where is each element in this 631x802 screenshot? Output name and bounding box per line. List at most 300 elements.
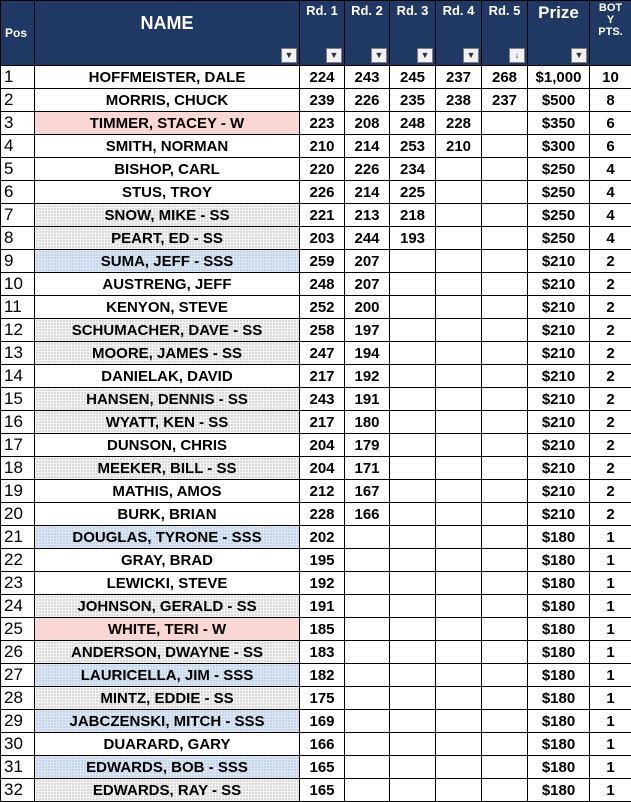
cell-rd1[interactable]: 252 bbox=[300, 296, 345, 319]
cell-rd5[interactable] bbox=[482, 250, 528, 273]
cell-rd2[interactable] bbox=[345, 641, 390, 664]
cell-pos[interactable]: 3 bbox=[1, 112, 35, 135]
cell-pos[interactable]: 9 bbox=[1, 250, 35, 273]
cell-rd2[interactable] bbox=[345, 526, 390, 549]
cell-pos[interactable]: 14 bbox=[1, 365, 35, 388]
cell-pos[interactable]: 13 bbox=[1, 342, 35, 365]
cell-rd2[interactable]: 180 bbox=[345, 411, 390, 434]
cell-prize[interactable]: $180 bbox=[528, 572, 590, 595]
filter-dropdown-icon[interactable]: ▼ bbox=[281, 48, 297, 63]
cell-rd4[interactable] bbox=[436, 319, 482, 342]
cell-rd4[interactable] bbox=[436, 641, 482, 664]
cell-rd4[interactable] bbox=[436, 503, 482, 526]
cell-pos[interactable]: 4 bbox=[1, 135, 35, 158]
cell-rd3[interactable]: 253 bbox=[390, 135, 436, 158]
cell-boty-pts[interactable]: 2 bbox=[590, 434, 631, 457]
cell-rd2[interactable]: 207 bbox=[345, 250, 390, 273]
cell-rd2[interactable]: 166 bbox=[345, 503, 390, 526]
cell-prize[interactable]: $210 bbox=[528, 434, 590, 457]
cell-rd5[interactable] bbox=[482, 135, 528, 158]
cell-boty-pts[interactable]: 1 bbox=[590, 526, 631, 549]
cell-rd4[interactable] bbox=[436, 227, 482, 250]
header-rd2[interactable] bbox=[345, 1, 390, 66]
cell-name[interactable]: MORRIS, CHUCK bbox=[35, 89, 300, 112]
cell-prize[interactable]: $180 bbox=[528, 733, 590, 756]
cell-name[interactable]: DANIELAK, DAVID bbox=[35, 365, 300, 388]
cell-boty-pts[interactable]: 6 bbox=[590, 112, 631, 135]
cell-name[interactable]: SNOW, MIKE - SS bbox=[35, 204, 300, 227]
cell-boty-pts[interactable]: 2 bbox=[590, 250, 631, 273]
cell-prize[interactable]: $210 bbox=[528, 365, 590, 388]
cell-rd3[interactable] bbox=[390, 434, 436, 457]
cell-rd3[interactable] bbox=[390, 779, 436, 802]
cell-name[interactable]: WHITE, TERI - W bbox=[35, 618, 300, 641]
cell-rd3[interactable] bbox=[390, 733, 436, 756]
cell-rd3[interactable]: 245 bbox=[390, 66, 436, 89]
cell-rd3[interactable]: 234 bbox=[390, 158, 436, 181]
cell-rd1[interactable]: 195 bbox=[300, 549, 345, 572]
cell-name[interactable]: MATHIS, AMOS bbox=[35, 480, 300, 503]
cell-rd3[interactable] bbox=[390, 618, 436, 641]
cell-rd5[interactable] bbox=[482, 664, 528, 687]
cell-rd3[interactable] bbox=[390, 457, 436, 480]
cell-boty-pts[interactable]: 2 bbox=[590, 388, 631, 411]
cell-rd2[interactable]: 214 bbox=[345, 135, 390, 158]
cell-rd5[interactable] bbox=[482, 342, 528, 365]
cell-rd2[interactable]: 226 bbox=[345, 158, 390, 181]
cell-pos[interactable]: 23 bbox=[1, 572, 35, 595]
cell-rd3[interactable] bbox=[390, 710, 436, 733]
cell-rd3[interactable] bbox=[390, 503, 436, 526]
cell-prize[interactable]: $210 bbox=[528, 388, 590, 411]
cell-rd2[interactable]: 226 bbox=[345, 89, 390, 112]
cell-rd3[interactable] bbox=[390, 319, 436, 342]
cell-name[interactable]: SCHUMACHER, DAVE - SS bbox=[35, 319, 300, 342]
cell-rd3[interactable] bbox=[390, 572, 436, 595]
cell-rd5[interactable] bbox=[482, 595, 528, 618]
cell-pos[interactable]: 12 bbox=[1, 319, 35, 342]
cell-name[interactable]: ANDERSON, DWAYNE - SS bbox=[35, 641, 300, 664]
cell-rd5[interactable] bbox=[482, 411, 528, 434]
cell-rd5[interactable] bbox=[482, 273, 528, 296]
cell-rd5[interactable] bbox=[482, 365, 528, 388]
cell-boty-pts[interactable]: 1 bbox=[590, 549, 631, 572]
cell-rd5[interactable] bbox=[482, 181, 528, 204]
cell-name[interactable]: GRAY, BRAD bbox=[35, 549, 300, 572]
cell-rd4[interactable] bbox=[436, 687, 482, 710]
cell-rd3[interactable] bbox=[390, 480, 436, 503]
cell-rd2[interactable]: 192 bbox=[345, 365, 390, 388]
cell-rd4[interactable] bbox=[436, 526, 482, 549]
cell-rd1[interactable]: 204 bbox=[300, 434, 345, 457]
filter-sort-icon[interactable]: ↓ bbox=[509, 48, 525, 63]
cell-name[interactable]: WYATT, KEN - SS bbox=[35, 411, 300, 434]
cell-rd1[interactable]: 221 bbox=[300, 204, 345, 227]
cell-rd1[interactable]: 192 bbox=[300, 572, 345, 595]
cell-name[interactable]: DOUGLAS, TYRONE - SSS bbox=[35, 526, 300, 549]
cell-rd4[interactable] bbox=[436, 480, 482, 503]
cell-rd5[interactable]: 268 bbox=[482, 66, 528, 89]
cell-rd5[interactable] bbox=[482, 480, 528, 503]
cell-rd3[interactable]: 235 bbox=[390, 89, 436, 112]
cell-rd3[interactable] bbox=[390, 365, 436, 388]
cell-boty-pts[interactable]: 4 bbox=[590, 227, 631, 250]
cell-boty-pts[interactable]: 2 bbox=[590, 342, 631, 365]
cell-prize[interactable]: $180 bbox=[528, 526, 590, 549]
cell-rd2[interactable]: 179 bbox=[345, 434, 390, 457]
cell-prize[interactable]: $180 bbox=[528, 779, 590, 802]
cell-rd4[interactable]: 228 bbox=[436, 112, 482, 135]
cell-pos[interactable]: 5 bbox=[1, 158, 35, 181]
cell-rd1[interactable]: 243 bbox=[300, 388, 345, 411]
cell-name[interactable]: BURK, BRIAN bbox=[35, 503, 300, 526]
cell-rd1[interactable]: 248 bbox=[300, 273, 345, 296]
cell-rd4[interactable] bbox=[436, 549, 482, 572]
header-rd1[interactable] bbox=[300, 1, 345, 66]
cell-boty-pts[interactable]: 10 bbox=[590, 66, 631, 89]
cell-rd4[interactable] bbox=[436, 365, 482, 388]
cell-pos[interactable]: 6 bbox=[1, 181, 35, 204]
cell-boty-pts[interactable]: 1 bbox=[590, 779, 631, 802]
cell-rd5[interactable] bbox=[482, 296, 528, 319]
cell-rd1[interactable]: 203 bbox=[300, 227, 345, 250]
cell-boty-pts[interactable]: 6 bbox=[590, 135, 631, 158]
filter-dropdown-icon[interactable]: ▼ bbox=[463, 48, 479, 63]
cell-rd4[interactable] bbox=[436, 710, 482, 733]
cell-rd2[interactable] bbox=[345, 549, 390, 572]
cell-rd4[interactable] bbox=[436, 204, 482, 227]
cell-rd3[interactable] bbox=[390, 687, 436, 710]
cell-rd1[interactable]: 185 bbox=[300, 618, 345, 641]
cell-prize[interactable]: $250 bbox=[528, 227, 590, 250]
cell-rd4[interactable] bbox=[436, 733, 482, 756]
cell-prize[interactable]: $500 bbox=[528, 89, 590, 112]
cell-rd2[interactable] bbox=[345, 687, 390, 710]
cell-prize[interactable]: $350 bbox=[528, 112, 590, 135]
cell-rd5[interactable] bbox=[482, 388, 528, 411]
cell-boty-pts[interactable]: 2 bbox=[590, 273, 631, 296]
header-rd4[interactable] bbox=[436, 1, 482, 66]
cell-rd2[interactable] bbox=[345, 710, 390, 733]
cell-boty-pts[interactable]: 1 bbox=[590, 572, 631, 595]
cell-boty-pts[interactable]: 1 bbox=[590, 595, 631, 618]
cell-boty-pts[interactable]: 2 bbox=[590, 411, 631, 434]
cell-rd5[interactable] bbox=[482, 687, 528, 710]
cell-prize[interactable]: $210 bbox=[528, 273, 590, 296]
cell-boty-pts[interactable]: 2 bbox=[590, 480, 631, 503]
header-rd5[interactable] bbox=[482, 1, 528, 66]
cell-name[interactable]: STUS, TROY bbox=[35, 181, 300, 204]
cell-rd2[interactable]: 213 bbox=[345, 204, 390, 227]
cell-rd4[interactable] bbox=[436, 250, 482, 273]
filter-dropdown-icon[interactable]: ▼ bbox=[371, 48, 387, 63]
cell-prize[interactable]: $250 bbox=[528, 204, 590, 227]
cell-boty-pts[interactable]: 2 bbox=[590, 503, 631, 526]
cell-rd5[interactable] bbox=[482, 204, 528, 227]
cell-rd5[interactable] bbox=[482, 710, 528, 733]
cell-boty-pts[interactable]: 2 bbox=[590, 365, 631, 388]
cell-rd2[interactable] bbox=[345, 733, 390, 756]
cell-name[interactable]: EDWARDS, BOB - SSS bbox=[35, 756, 300, 779]
cell-rd3[interactable]: 218 bbox=[390, 204, 436, 227]
cell-name[interactable]: LEWICKI, STEVE bbox=[35, 572, 300, 595]
cell-rd5[interactable] bbox=[482, 779, 528, 802]
cell-rd2[interactable]: 167 bbox=[345, 480, 390, 503]
cell-name[interactable]: LAURICELLA, JIM - SSS bbox=[35, 664, 300, 687]
cell-rd5[interactable] bbox=[482, 572, 528, 595]
cell-pos[interactable]: 25 bbox=[1, 618, 35, 641]
cell-rd4[interactable] bbox=[436, 388, 482, 411]
cell-rd4[interactable] bbox=[436, 457, 482, 480]
cell-pos[interactable]: 10 bbox=[1, 273, 35, 296]
cell-rd3[interactable] bbox=[390, 549, 436, 572]
cell-rd1[interactable]: 204 bbox=[300, 457, 345, 480]
cell-rd5[interactable] bbox=[482, 618, 528, 641]
cell-prize[interactable]: $210 bbox=[528, 411, 590, 434]
cell-rd4[interactable] bbox=[436, 342, 482, 365]
cell-boty-pts[interactable]: 1 bbox=[590, 641, 631, 664]
cell-rd3[interactable] bbox=[390, 342, 436, 365]
cell-rd5[interactable] bbox=[482, 503, 528, 526]
cell-pos[interactable]: 2 bbox=[1, 89, 35, 112]
cell-rd2[interactable] bbox=[345, 664, 390, 687]
cell-pos[interactable]: 11 bbox=[1, 296, 35, 319]
cell-rd4[interactable] bbox=[436, 411, 482, 434]
cell-rd1[interactable]: 183 bbox=[300, 641, 345, 664]
cell-boty-pts[interactable]: 1 bbox=[590, 710, 631, 733]
cell-prize[interactable]: $180 bbox=[528, 687, 590, 710]
cell-name[interactable]: HANSEN, DENNIS - SS bbox=[35, 388, 300, 411]
cell-rd1[interactable]: 165 bbox=[300, 779, 345, 802]
cell-rd3[interactable] bbox=[390, 296, 436, 319]
cell-rd1[interactable]: 166 bbox=[300, 733, 345, 756]
cell-rd2[interactable]: 197 bbox=[345, 319, 390, 342]
cell-rd4[interactable] bbox=[436, 158, 482, 181]
cell-prize[interactable]: $180 bbox=[528, 641, 590, 664]
cell-name[interactable]: DUARARD, GARY bbox=[35, 733, 300, 756]
cell-name[interactable]: BISHOP, CARL bbox=[35, 158, 300, 181]
cell-rd1[interactable]: 217 bbox=[300, 365, 345, 388]
cell-rd1[interactable]: 212 bbox=[300, 480, 345, 503]
cell-rd3[interactable] bbox=[390, 388, 436, 411]
cell-name[interactable]: DUNSON, CHRIS bbox=[35, 434, 300, 457]
cell-boty-pts[interactable]: 8 bbox=[590, 89, 631, 112]
cell-prize[interactable]: $210 bbox=[528, 503, 590, 526]
cell-rd2[interactable]: 200 bbox=[345, 296, 390, 319]
cell-rd4[interactable]: 238 bbox=[436, 89, 482, 112]
cell-prize[interactable]: $210 bbox=[528, 296, 590, 319]
cell-rd1[interactable]: 226 bbox=[300, 181, 345, 204]
cell-rd1[interactable]: 239 bbox=[300, 89, 345, 112]
cell-boty-pts[interactable]: 4 bbox=[590, 204, 631, 227]
cell-name[interactable]: JOHNSON, GERALD - SS bbox=[35, 595, 300, 618]
cell-name[interactable]: JABCZENSKI, MITCH - SSS bbox=[35, 710, 300, 733]
cell-boty-pts[interactable]: 4 bbox=[590, 158, 631, 181]
cell-pos[interactable]: 7 bbox=[1, 204, 35, 227]
header-rd3[interactable] bbox=[390, 1, 436, 66]
cell-rd5[interactable] bbox=[482, 319, 528, 342]
cell-prize[interactable]: $210 bbox=[528, 480, 590, 503]
cell-rd3[interactable] bbox=[390, 411, 436, 434]
cell-rd4[interactable] bbox=[436, 779, 482, 802]
cell-name[interactable]: SMITH, NORMAN bbox=[35, 135, 300, 158]
cell-rd5[interactable] bbox=[482, 158, 528, 181]
cell-rd1[interactable]: 247 bbox=[300, 342, 345, 365]
cell-name[interactable]: MINTZ, EDDIE - SS bbox=[35, 687, 300, 710]
cell-rd2[interactable] bbox=[345, 756, 390, 779]
cell-prize[interactable]: $250 bbox=[528, 158, 590, 181]
cell-rd2[interactable]: 191 bbox=[345, 388, 390, 411]
filter-dropdown-icon[interactable]: ▼ bbox=[417, 48, 433, 63]
cell-pos[interactable]: 20 bbox=[1, 503, 35, 526]
cell-rd2[interactable] bbox=[345, 618, 390, 641]
cell-pos[interactable]: 32 bbox=[1, 779, 35, 802]
cell-rd4[interactable] bbox=[436, 181, 482, 204]
cell-boty-pts[interactable]: 1 bbox=[590, 756, 631, 779]
cell-rd5[interactable] bbox=[482, 227, 528, 250]
cell-prize[interactable]: $180 bbox=[528, 664, 590, 687]
cell-rd4[interactable] bbox=[436, 664, 482, 687]
cell-rd3[interactable] bbox=[390, 641, 436, 664]
filter-dropdown-icon[interactable]: ▼ bbox=[571, 48, 587, 63]
cell-pos[interactable]: 19 bbox=[1, 480, 35, 503]
cell-rd2[interactable]: 194 bbox=[345, 342, 390, 365]
cell-name[interactable]: PEART, ED - SS bbox=[35, 227, 300, 250]
cell-rd2[interactable]: 207 bbox=[345, 273, 390, 296]
cell-rd2[interactable] bbox=[345, 779, 390, 802]
cell-rd1[interactable]: 259 bbox=[300, 250, 345, 273]
cell-pos[interactable]: 24 bbox=[1, 595, 35, 618]
cell-rd2[interactable]: 214 bbox=[345, 181, 390, 204]
cell-rd5[interactable] bbox=[482, 733, 528, 756]
cell-rd2[interactable]: 208 bbox=[345, 112, 390, 135]
cell-name[interactable]: KENYON, STEVE bbox=[35, 296, 300, 319]
cell-rd5[interactable] bbox=[482, 112, 528, 135]
cell-pos[interactable]: 15 bbox=[1, 388, 35, 411]
cell-prize[interactable]: $250 bbox=[528, 181, 590, 204]
cell-rd5[interactable] bbox=[482, 549, 528, 572]
cell-rd1[interactable]: 224 bbox=[300, 66, 345, 89]
cell-rd5[interactable] bbox=[482, 457, 528, 480]
filter-dropdown-icon[interactable]: ▼ bbox=[326, 48, 342, 63]
cell-rd4[interactable]: 210 bbox=[436, 135, 482, 158]
cell-pos[interactable]: 21 bbox=[1, 526, 35, 549]
cell-rd1[interactable]: 191 bbox=[300, 595, 345, 618]
cell-pos[interactable]: 31 bbox=[1, 756, 35, 779]
cell-boty-pts[interactable]: 4 bbox=[590, 181, 631, 204]
cell-boty-pts[interactable]: 2 bbox=[590, 319, 631, 342]
cell-rd1[interactable]: 202 bbox=[300, 526, 345, 549]
header-prize[interactable] bbox=[528, 1, 590, 66]
cell-prize[interactable]: $180 bbox=[528, 710, 590, 733]
cell-name[interactable]: AUSTRENG, JEFF bbox=[35, 273, 300, 296]
cell-boty-pts[interactable]: 1 bbox=[590, 618, 631, 641]
cell-rd4[interactable] bbox=[436, 618, 482, 641]
cell-rd1[interactable]: 220 bbox=[300, 158, 345, 181]
cell-rd1[interactable]: 175 bbox=[300, 687, 345, 710]
cell-rd4[interactable]: 237 bbox=[436, 66, 482, 89]
cell-pos[interactable]: 26 bbox=[1, 641, 35, 664]
cell-rd5[interactable] bbox=[482, 526, 528, 549]
cell-name[interactable]: EDWARDS, RAY - SS bbox=[35, 779, 300, 802]
cell-prize[interactable]: $210 bbox=[528, 250, 590, 273]
cell-rd4[interactable] bbox=[436, 434, 482, 457]
cell-rd1[interactable]: 228 bbox=[300, 503, 345, 526]
cell-rd2[interactable]: 244 bbox=[345, 227, 390, 250]
cell-pos[interactable]: 17 bbox=[1, 434, 35, 457]
cell-rd1[interactable]: 258 bbox=[300, 319, 345, 342]
cell-rd3[interactable] bbox=[390, 526, 436, 549]
cell-pos[interactable]: 30 bbox=[1, 733, 35, 756]
cell-rd4[interactable] bbox=[436, 572, 482, 595]
header-name[interactable] bbox=[35, 1, 300, 66]
cell-rd1[interactable]: 217 bbox=[300, 411, 345, 434]
cell-pos[interactable]: 28 bbox=[1, 687, 35, 710]
cell-rd3[interactable] bbox=[390, 250, 436, 273]
cell-rd4[interactable] bbox=[436, 273, 482, 296]
cell-rd1[interactable]: 210 bbox=[300, 135, 345, 158]
cell-pos[interactable]: 16 bbox=[1, 411, 35, 434]
cell-rd1[interactable]: 169 bbox=[300, 710, 345, 733]
cell-prize[interactable]: $210 bbox=[528, 457, 590, 480]
cell-boty-pts[interactable]: 2 bbox=[590, 457, 631, 480]
cell-rd1[interactable]: 223 bbox=[300, 112, 345, 135]
cell-boty-pts[interactable]: 1 bbox=[590, 687, 631, 710]
cell-rd2[interactable]: 171 bbox=[345, 457, 390, 480]
cell-rd1[interactable]: 182 bbox=[300, 664, 345, 687]
cell-rd3[interactable] bbox=[390, 273, 436, 296]
cell-pos[interactable]: 29 bbox=[1, 710, 35, 733]
cell-pos[interactable]: 27 bbox=[1, 664, 35, 687]
cell-rd2[interactable] bbox=[345, 572, 390, 595]
cell-pos[interactable]: 18 bbox=[1, 457, 35, 480]
cell-name[interactable]: MOORE, JAMES - SS bbox=[35, 342, 300, 365]
cell-prize[interactable]: $210 bbox=[528, 342, 590, 365]
cell-prize[interactable]: $180 bbox=[528, 595, 590, 618]
cell-rd2[interactable]: 243 bbox=[345, 66, 390, 89]
cell-rd5[interactable] bbox=[482, 756, 528, 779]
cell-rd4[interactable] bbox=[436, 296, 482, 319]
cell-pos[interactable]: 8 bbox=[1, 227, 35, 250]
cell-rd4[interactable] bbox=[436, 595, 482, 618]
cell-rd5[interactable]: 237 bbox=[482, 89, 528, 112]
cell-name[interactable]: MEEKER, BILL - SS bbox=[35, 457, 300, 480]
cell-rd1[interactable]: 165 bbox=[300, 756, 345, 779]
cell-pos[interactable]: 22 bbox=[1, 549, 35, 572]
cell-name[interactable]: SUMA, JEFF - SSS bbox=[35, 250, 300, 273]
cell-pos[interactable]: 1 bbox=[1, 66, 35, 89]
cell-rd5[interactable] bbox=[482, 434, 528, 457]
cell-rd5[interactable] bbox=[482, 641, 528, 664]
cell-prize[interactable]: $210 bbox=[528, 319, 590, 342]
cell-name[interactable]: HOFFMEISTER, DALE bbox=[35, 66, 300, 89]
cell-rd3[interactable]: 248 bbox=[390, 112, 436, 135]
cell-prize[interactable]: $180 bbox=[528, 618, 590, 641]
cell-rd2[interactable] bbox=[345, 595, 390, 618]
cell-boty-pts[interactable]: 1 bbox=[590, 664, 631, 687]
cell-rd3[interactable] bbox=[390, 595, 436, 618]
cell-prize[interactable]: $180 bbox=[528, 549, 590, 572]
cell-prize[interactable]: $1,000 bbox=[528, 66, 590, 89]
cell-rd4[interactable] bbox=[436, 756, 482, 779]
cell-name[interactable]: TIMMER, STACEY - W bbox=[35, 112, 300, 135]
cell-rd3[interactable]: 225 bbox=[390, 181, 436, 204]
cell-boty-pts[interactable]: 2 bbox=[590, 296, 631, 319]
cell-boty-pts[interactable]: 1 bbox=[590, 733, 631, 756]
cell-prize[interactable]: $300 bbox=[528, 135, 590, 158]
cell-rd3[interactable]: 193 bbox=[390, 227, 436, 250]
cell-prize[interactable]: $180 bbox=[528, 756, 590, 779]
